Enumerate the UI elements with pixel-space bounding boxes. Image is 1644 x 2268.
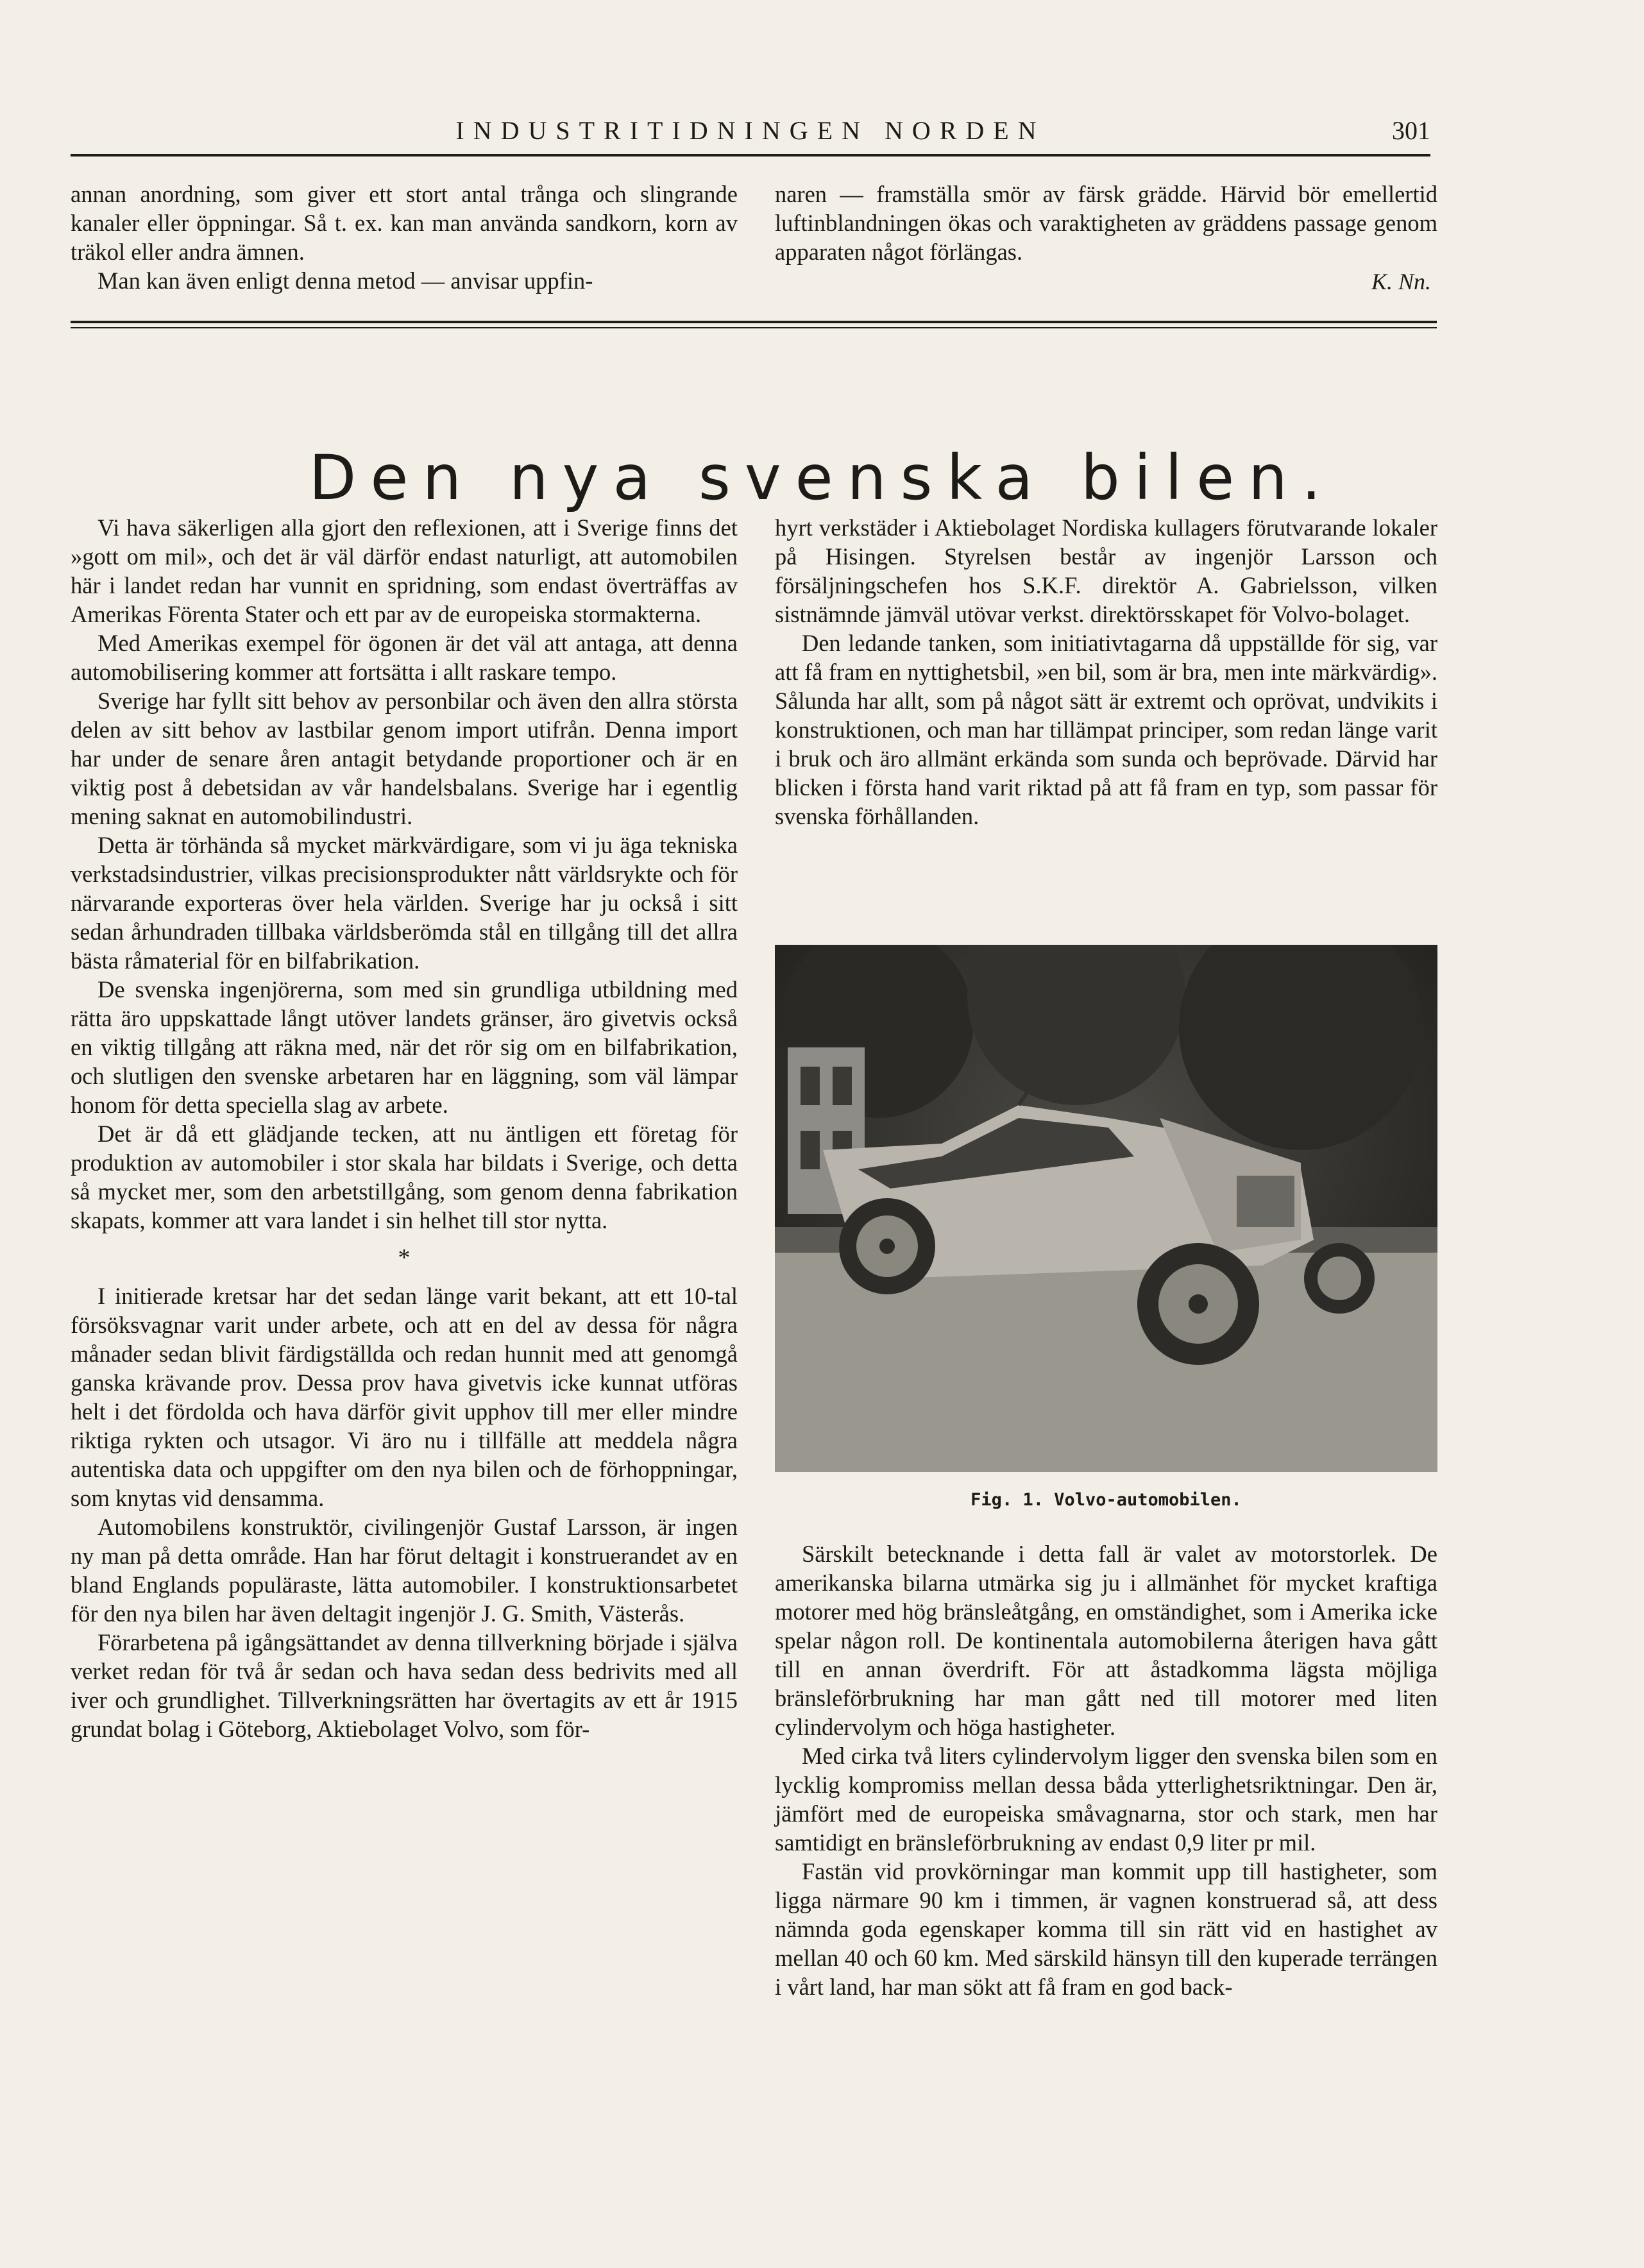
figure-caption: Fig. 1. Volvo-automobilen. (970, 1490, 1242, 1510)
car-photo-illustration (775, 945, 1437, 1472)
paragraph: Den ledande tanken, som initiativtagarna då uppställde för sig, var att få fram en nyttighetsbil, »en bil, som är bra, men inte märkvärdig». Sålunda har allt, som på något sätt är extremt och oprövat, undvikits i konstruktionen, och man har tillämpat principer, som redan länge varit i bruk och äro allmänt erkända som sunda och beprövade. Därvid har blicken i första hand varit riktad på att få fram en typ, som passar för svenska förhållanden. (775, 630, 1437, 829)
paragraph: annan anordning, som giver ett stort antal trånga och slingrande kanaler eller öppningar. Så t. ex. kan man använda sandkorn, korn av träkol eller andra ämnen. (71, 181, 738, 265)
article-title: Den nya svenska bilen. (309, 442, 1335, 514)
paragraph: Automobilens konstruktör, civilingenjör Gustaf Larsson, är ingen ny man på detta område. Han har förut deltagit i konstruerandet av en bland Englands populäraste, lätta automobiler. I konstruktionsarbetet för den nya bilen har även deltagit ingenjör J. G. Smith, Västerås. (71, 1514, 738, 1627)
paragraph: Det är då ett glädjande tecken, att nu äntligen ett företag för produktion av automobiler i stor skala har bildats i Sverige, och detta så mycket mer, som den arbetstillgång, som genom denna fabrikation skapats, kommer att vara landet i sin helhet till stor nytta. (71, 1121, 738, 1233)
journal-title: INDUSTRITIDNINGEN NORDEN (455, 116, 1046, 145)
paragraph: Förarbetena på igångsättandet av denna tillverkning började i själva verket redan för två år sedan och hava sedan dess bedrivits med all iver och grundlighet. Tillverkningsrätten har övertagits av ett år 1915 grundat bolag i Göteborg, Aktiebolaget Volvo, som för- (71, 1629, 738, 1742)
paragraph: Med Amerikas exempel för ögonen är det väl att antaga, att denna automobilisering kommer att fortsätta i allt raskare tempo. (71, 630, 738, 685)
volvo-car-photo (775, 945, 1437, 1472)
article-left-column (71, 513, 738, 1743)
paragraph: Med cirka två liters cylindervolym ligger den svenska bilen som en lycklig kompromiss mellan dessa båda ytterlighetsriktningar. Den är, jämfört med de europeiska småvagnarna, stor och stark, men har samtidigt en bränsleförbrukning av endast 0,9 liter pr mil. (775, 1743, 1437, 1856)
top-article-left-column (71, 180, 738, 295)
paragraph: De svenska ingenjörerna, som med sin grundliga utbildning med rätta äro uppskattade långt utöver landets gränser, äro givetvis också en viktig tillgång att räkna med, när det rör sig om en bilfabrikation, och slutligen den svenske arbetaren har en läggning, som väl lämpar honom för detta speciella slag av arbete. (71, 976, 738, 1118)
page-header (71, 109, 1430, 154)
paragraph: Särskilt betecknande i detta fall är valet av motorstorlek. De amerikanska bilarna utmärka sig ju i allmänhet för mycket kraftiga motorer med hög bränsleåtgång, en omständighet, som i Amerika icke spelar någon roll. De kontinentala automobilerna återigen hava gått till en annan överdrift. För att åstadkomma lägsta möjliga bränsleförbrukning har man gått ned till motorer med liten cylindervolym och höga hastigheter. (775, 1541, 1437, 1740)
section-divider-bottom (71, 327, 1437, 328)
article-right-column-bottom (775, 1539, 1437, 2001)
header-rule (71, 154, 1430, 157)
article-right-column-top (775, 513, 1437, 831)
paragraph: Detta är törhända så mycket märkvärdigare, som vi ju äga tekniska verkstadsindustrier, vilkas precisionsprodukter nått världsrykte och för närvarande exporteras över hela världen. Sverige har ju också i sitt sedan århundraden tillbaka världsberömda stål en tillgång till det allra bästa råmaterial för en bilfabrikation. (71, 832, 738, 974)
paragraph: Sverige har fyllt sitt behov av personbilar och även den allra största delen av sitt behov av lastbilar genom import utifrån. Denna import har under de senare åren antagit betydande proportioner och är en viktig post å debetsidan av vår handelsbalans. Sverige har i egentlig mening saknat en automobilindustri. (71, 688, 738, 829)
section-divider-top (71, 321, 1437, 323)
author-signature: K. Nn. (1371, 269, 1431, 294)
paragraph: Vi hava säkerligen alla gjort den reflexionen, att i Sverige finns det »gott om mil», och det är väl därför endast naturligt, att automobilen här i landet redan har vunnit en spridning, som endast överträffas av Amerikas Förenta Stater och ett par av de europeiska stormakterna. (71, 514, 738, 627)
paragraph: hyrt verkstäder i Aktiebolaget Nordiska kullagers förutvarande lokaler på Hisingen. Styrelsen består av ingenjör Larsson och försäljningschefen hos S.K.F. direktör A. Gabrielsson, vilken sistnämnde jämväl utövar verkst. direktörsskapet för Volvo-bolaget. (775, 514, 1437, 627)
paragraph: naren — framställa smör av färsk grädde. Härvid bör emellertid luftinblandningen ökas och varaktigheten av gräddens passage genom apparaten något förlängas. (775, 181, 1437, 265)
paragraph: Man kan även enligt denna metod — anvisar uppfin- (97, 267, 593, 294)
paragraph: Fastän vid provkörningar man kommit upp till hastigheter, som ligga närmare 90 km i timmen, är vagnen konstruerad så, att dess nämnda goda egenskaper komma till sin rätt vid en hastighet av mellan 40 och 60 km. Med särskild hänsyn till den kuperade terrängen i vårt land, har man sökt att få fram en god back- (775, 1858, 1437, 2000)
top-article-right-column (775, 180, 1437, 296)
section-separator: * (398, 1244, 411, 1271)
page-number: 301 (1392, 116, 1430, 145)
paragraph: I initierade kretsar har det sedan länge varit bekant, att ett 10-tal försöksvagnar varit under arbete, och att en del av dessa för några månader sedan blivit färdigställda och redan hunnit med att genomgå ganska krävande prov. Dessa prov hava givetvis icke kunnat utföras helt i det fördolda och hava därför givit upphov till mer eller mindre riktiga rykten och utsagor. Vi äro nu i tillfälle att meddela några autentiska data och uppgifter om den nya bilen och de förhoppningar, som knytas vid densamma. (71, 1283, 738, 1511)
